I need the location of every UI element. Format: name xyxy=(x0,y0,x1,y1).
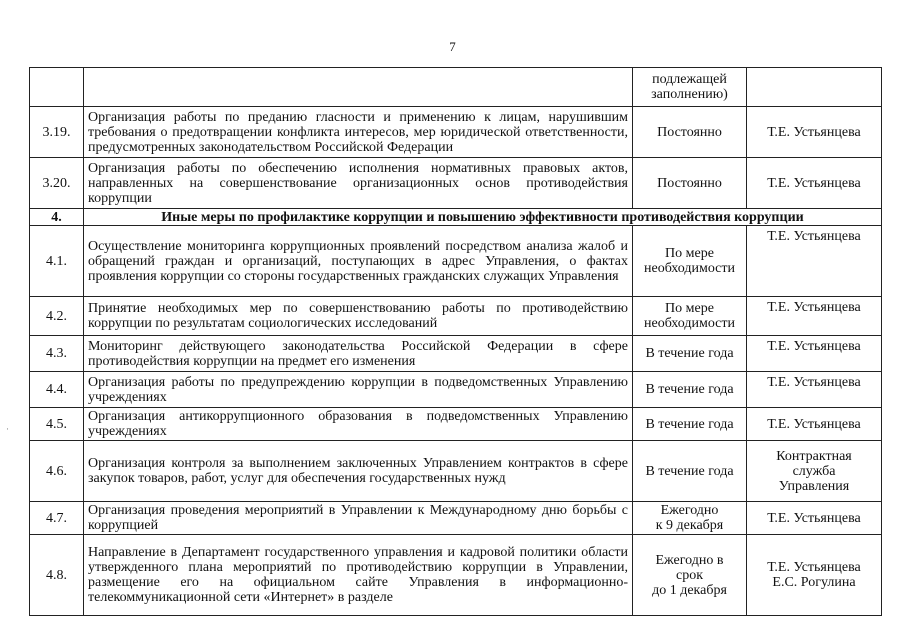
row-term: Постоянно xyxy=(633,107,747,158)
row-responsible: Контрактная служба Управления xyxy=(747,441,882,502)
row-number: 4.5. xyxy=(30,408,84,441)
row-responsible: Т.Е. Устьянцева Е.С. Рогулина xyxy=(747,535,882,616)
row-text: Направление в Департамент государственного управления и кадровой политики области утвержденного плана мероприятий по противодействию коррупции в Управлении, размещение его на официальном сайте Управления в информационно-телекоммуникационной сети «Интернет» в разделе xyxy=(84,535,633,616)
row-text: Организация контроля за выполнением заключенных Управлением контрактов в сфере закупок товаров, работ, услуг для обеспечения государственных нужд xyxy=(84,441,633,502)
table-row xyxy=(30,441,882,502)
row-responsible: Т.Е. Устьянцева xyxy=(747,408,882,441)
row-term: В течение года xyxy=(633,372,747,408)
row-number: 4.7. xyxy=(30,502,84,535)
row-number: 4.2. xyxy=(30,297,84,336)
row-number: 4.3. xyxy=(30,336,84,372)
row-number: 4.6. xyxy=(30,441,84,502)
section-number: 4. xyxy=(30,209,84,226)
row-term: Ежегодно в срок до 1 декабря xyxy=(633,535,747,616)
table-row xyxy=(30,408,882,441)
row-number: 3.19. xyxy=(30,107,84,158)
row-term: В течение года xyxy=(633,336,747,372)
row-number: 3.20. xyxy=(30,158,84,209)
table-row-continuation xyxy=(30,68,882,107)
row-text: Организация работы по обеспечению исполнения нормативных правовых актов, направленных на совершенствование организационных основ противодействия коррупции xyxy=(84,158,633,209)
table-row xyxy=(30,158,882,209)
row-text xyxy=(84,68,633,107)
page-number: 7 xyxy=(449,39,456,54)
row-term: В течение года xyxy=(633,441,747,502)
row-term: По мере необходимости xyxy=(633,297,747,336)
row-text: Мониторинг действующего законодательства Российской Федерации в сфере противодействия коррупции на предмет его изменения xyxy=(84,336,633,372)
table-row xyxy=(30,107,882,158)
table-row xyxy=(30,535,882,616)
row-text: Организация работы по предупреждению коррупции в подведомственных Управлению учреждениях xyxy=(84,372,633,408)
table-row xyxy=(30,372,882,408)
row-term: подлежащей заполнению) xyxy=(633,68,747,107)
table-row xyxy=(30,336,882,372)
row-text: Организация антикоррупционного образования в подведомственных Управлению учреждениях xyxy=(84,408,633,441)
section-title: Иные меры по профилактике коррупции и повышению эффективности противодействия коррупции xyxy=(84,209,882,226)
row-term: В течение года xyxy=(633,408,747,441)
row-term: По мере необходимости xyxy=(633,226,747,297)
row-term: Ежегодно к 9 декабря xyxy=(633,502,747,535)
table-row xyxy=(30,226,882,297)
section-row xyxy=(30,209,882,226)
row-responsible: Т.Е. Устьянцева xyxy=(747,502,882,535)
row-number: 4.4. xyxy=(30,372,84,408)
row-number: 4.1. xyxy=(30,226,84,297)
row-responsible: Т.Е. Устьянцева xyxy=(747,372,882,408)
row-responsible: Т.Е. Устьянцева xyxy=(747,297,882,336)
row-number: 4.8. xyxy=(30,535,84,616)
row-term: Постоянно xyxy=(633,158,747,209)
row-text: Организация работы по преданию гласности и применению к лицам, нарушившим требования о предотвращении конфликта интересов, мер юридической ответственности, предусмотренных законодательством Российской Федерации xyxy=(84,107,633,158)
row-responsible: Т.Е. Устьянцева xyxy=(747,336,882,372)
row-responsible: Т.Е. Устьянцева xyxy=(747,107,882,158)
table-row xyxy=(30,297,882,336)
row-text: Принятие необходимых мер по совершенствованию работы по противодействию коррупции по результатам социологических исследований xyxy=(84,297,633,336)
row-number xyxy=(30,68,84,107)
row-responsible xyxy=(747,68,882,107)
row-text: Осуществление мониторинга коррупционных проявлений посредством анализа жалоб и обращений граждан и организаций, поступающих в адрес Управления, о фактах проявления коррупции со стороны государственных гражданских служащих Управления xyxy=(84,226,633,297)
scan-margin-mark: · xyxy=(6,424,9,434)
measures-table xyxy=(29,67,882,616)
row-responsible: Т.Е. Устьянцева xyxy=(747,226,882,297)
table-row xyxy=(30,502,882,535)
row-text: Организация проведения мероприятий в Управлении к Международному дню борьбы с коррупцией xyxy=(84,502,633,535)
row-responsible: Т.Е. Устьянцева xyxy=(747,158,882,209)
